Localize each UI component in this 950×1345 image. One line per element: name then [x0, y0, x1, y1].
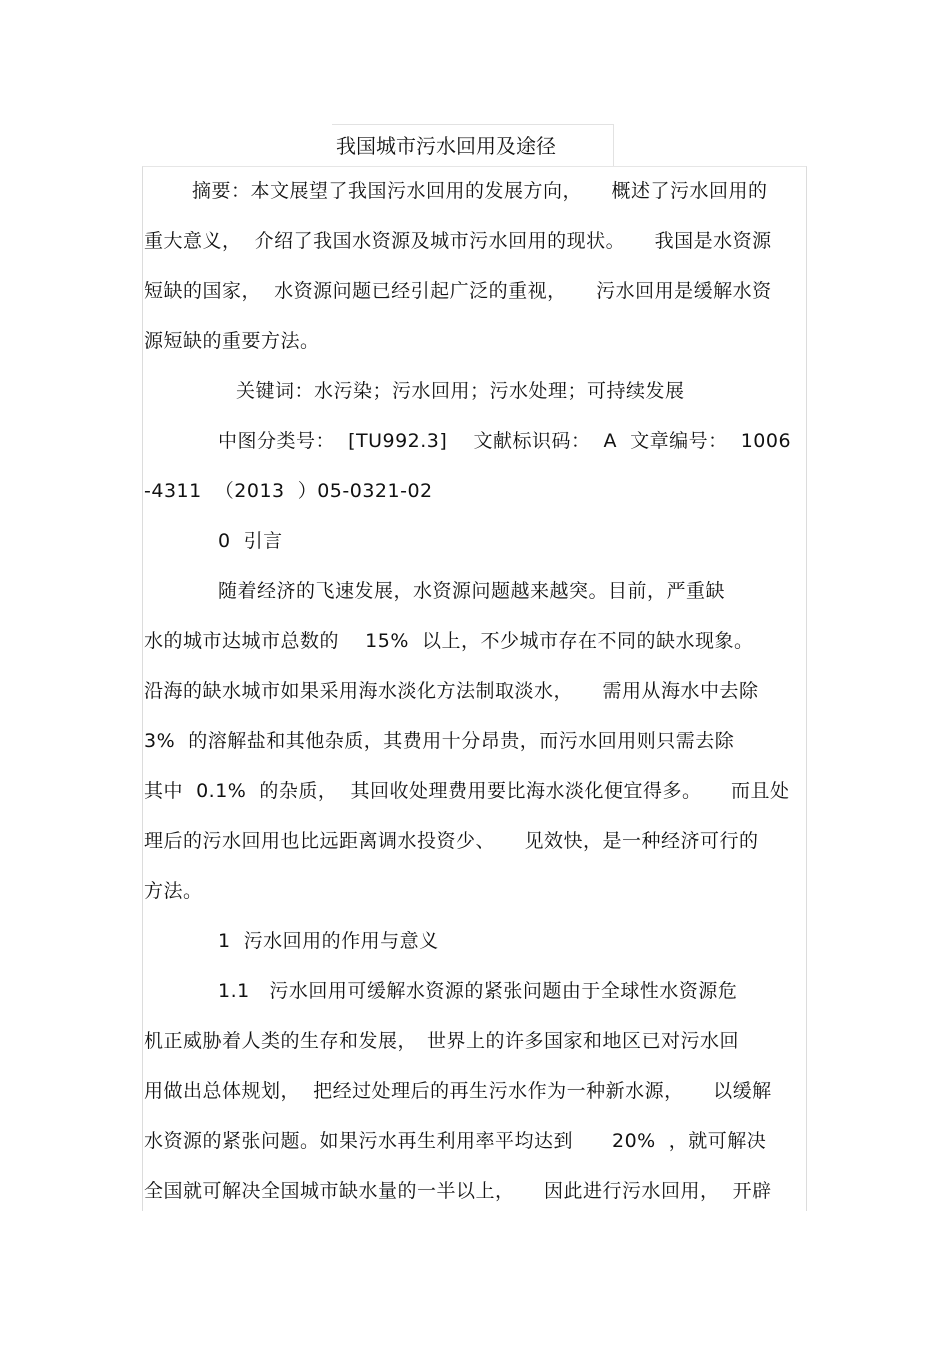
abstract-line-4: 源短缺的重要方法。 [144, 330, 320, 352]
abstract-line-3: 短缺的国家， 水资源问题已经引起广泛的重视， 污水回用是缓解水资 [144, 280, 772, 302]
paragraph-line: 方法。 [144, 880, 203, 902]
paragraph-line: 随着经济的飞速发展，水资源问题越来越突。目前，严重缺 [218, 580, 726, 602]
paragraph-line: 用做出总体规划， 把经过处理后的再生污水作为一种新水源， 以缓解 [144, 1080, 772, 1102]
section-heading-intro: 0 引言 [218, 530, 283, 552]
paragraph-line: 水资源的紧张问题。如果污水再生利用率平均达到 20% ，就可解决 [144, 1130, 767, 1152]
paragraph-line: 1.1 污水回用可缓解水资源的紧张问题由于全球性水资源危 [218, 980, 738, 1002]
paragraph-line: 3% 的溶解盐和其他杂质，其费用十分昂贵，而污水回用则只需去除 [144, 730, 735, 752]
paragraph-line: 水的城市达城市总数的 15% 以上，不少城市存在不同的缺水现象。 [144, 630, 754, 652]
classification-line-2: -4311 （2013 ）05-0321-02 [144, 480, 433, 502]
section-heading-1: 1 污水回用的作用与意义 [218, 930, 439, 952]
paragraph-line: 理后的污水回用也比远距离调水投资少、 见效快，是一种经济可行的 [144, 830, 759, 852]
paragraph-line: 机正威胁着人类的生存和发展， 世界上的许多国家和地区已对污水回 [144, 1030, 740, 1052]
paragraph-line: 全国就可解决全国城市缺水量的一半以上， 因此进行污水回用， 开辟 [144, 1180, 772, 1202]
abstract-line-2: 重大意义， 介绍了我国水资源及城市污水回用的现状。 我国是水资源 [144, 230, 772, 252]
paragraph-line: 其中 0.1% 的杂质， 其回收处理费用要比海水淡化便宜得多。 而且处 [144, 780, 790, 802]
keywords-line: 关键词：水污染；污水回用；污水处理；可持续发展 [236, 380, 685, 402]
classification-line-1: 中图分类号： [TU992.3] 文献标识码： A 文章编号： 1006 [218, 430, 792, 452]
abstract-line-1: 摘要：本文展望了我国污水回用的发展方向， 概述了污水回用的 [192, 180, 768, 202]
document-title: 我国城市污水回用及途径 [336, 134, 556, 158]
paragraph-line: 沿海的缺水城市如果采用海水淡化方法制取淡水， 需用从海水中去除 [144, 680, 759, 702]
